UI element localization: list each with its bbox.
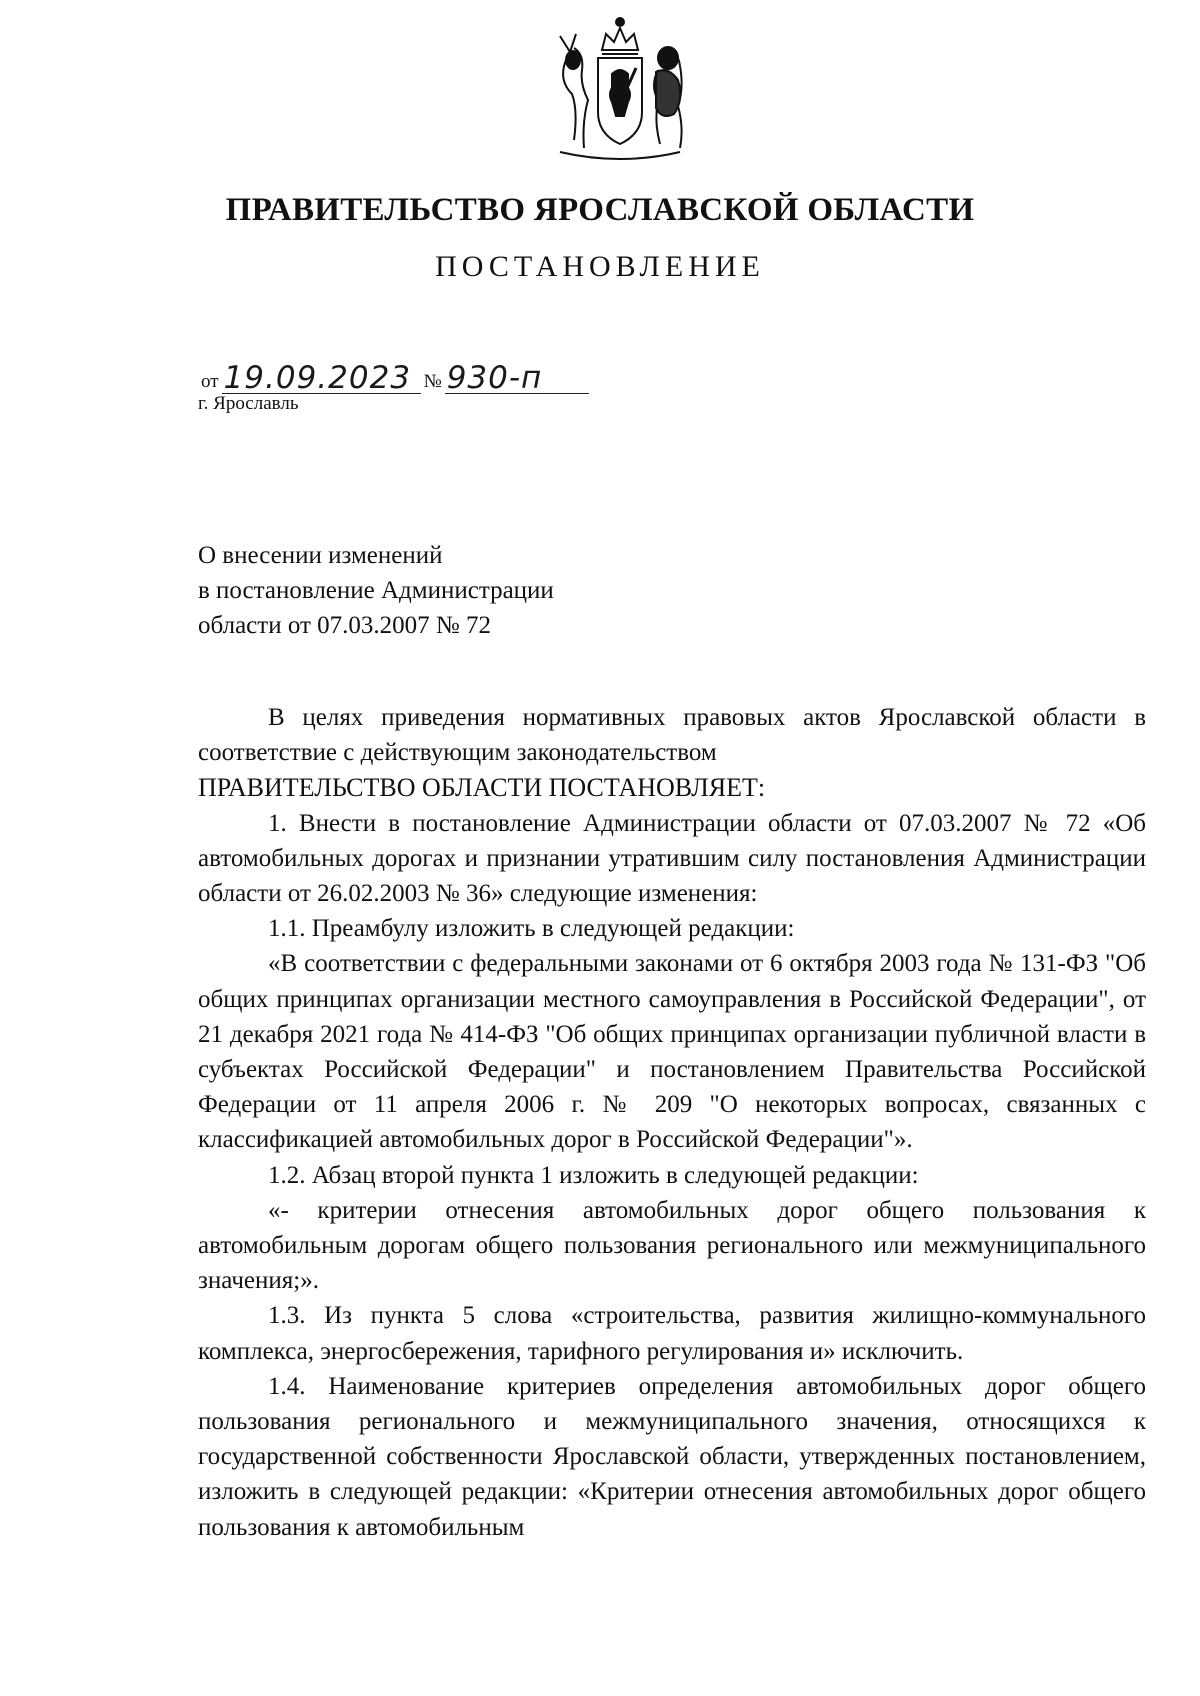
intro-paragraph: В целях приведения нормативных правовых актов Ярославской области в соответствие с действующим законодательством — [198, 704, 1146, 767]
government-title: ПРАВИТЕЛЬСТВО ЯРОСЛАВСКОЙ ОБЛАСТИ — [225, 192, 975, 228]
coat-of-arms-emblem — [540, 12, 700, 167]
document-body — [198, 700, 1146, 1545]
date-number-line — [198, 354, 589, 394]
paragraph-1-1-text: «В соответствии с федеральными законами от 6 октября 2003 года № 131-ФЗ "Об общих принципах организации местного самоуправления в Российской Федерации", от 21 декабря 2021 года № 414-ФЗ "Об общих принципах организации публичной власти в субъектах Российской Федерации" и постановлением Правительства Российской Федерации от 11 апреля 2006 г. № 209 "О некоторых вопросах, связанных с классификацией автомобильных дорог в Российской Федерации"». — [198, 950, 1146, 1154]
date-prefix: от — [201, 371, 219, 392]
paragraph-1-2-text: «- критерии отнесения автомобильных дорог общего пользования к автомобильным дорогам общего пользования регионального или межмуниципального значения;». — [198, 1196, 1146, 1295]
paragraph-1-2: 1.2. Абзац второй пункта 1 изложить в следующей редакции: — [268, 1161, 919, 1189]
subject-line: области от 07.03.2007 № 72 — [198, 612, 492, 639]
document-type: ПОСТАНОВЛЕНИЕ — [435, 250, 765, 283]
document-subject — [198, 538, 554, 643]
paragraph-1-4: 1.4. Наименование критериев определения автомобильных дорог общего пользования регионального и межмуниципального значения, относящихся к государственной собственности Ярославской области, утвержденных постановлением, изложить в следующей редакции: «Критерии отнесения автомобильных дорог общего пользования к автомобильным — [198, 1372, 1146, 1541]
subject-line: О внесении изменений — [198, 542, 443, 569]
number-prefix: № — [423, 371, 442, 392]
subject-line: в постановление Администрации — [198, 577, 554, 604]
document-number: 930-п — [445, 363, 589, 394]
decree-statement: ПРАВИТЕЛЬСТВО ОБЛАСТИ ПОСТАНОВЛЯЕТ: — [198, 773, 766, 803]
paragraph-1-1: 1.1. Преамбулу изложить в следующей редакции: — [268, 915, 795, 943]
paragraph-1-3: 1.3. Из пункта 5 слова «строительства, развития жилищно-коммунального комплекса, энергосбережения, тарифного регулирования и» исключить. — [198, 1302, 1146, 1365]
city: г. Ярославль — [198, 393, 299, 414]
paragraph-1: 1. Внести в постановление Администрации области от 07.03.2007 № 72 «Об автомобильных дорогах и признании утратившим силу постановления Администрации области от 26.02.2003 № 36» следующие изменения: — [198, 809, 1146, 908]
document-date: 19.09.2023 — [222, 363, 421, 394]
